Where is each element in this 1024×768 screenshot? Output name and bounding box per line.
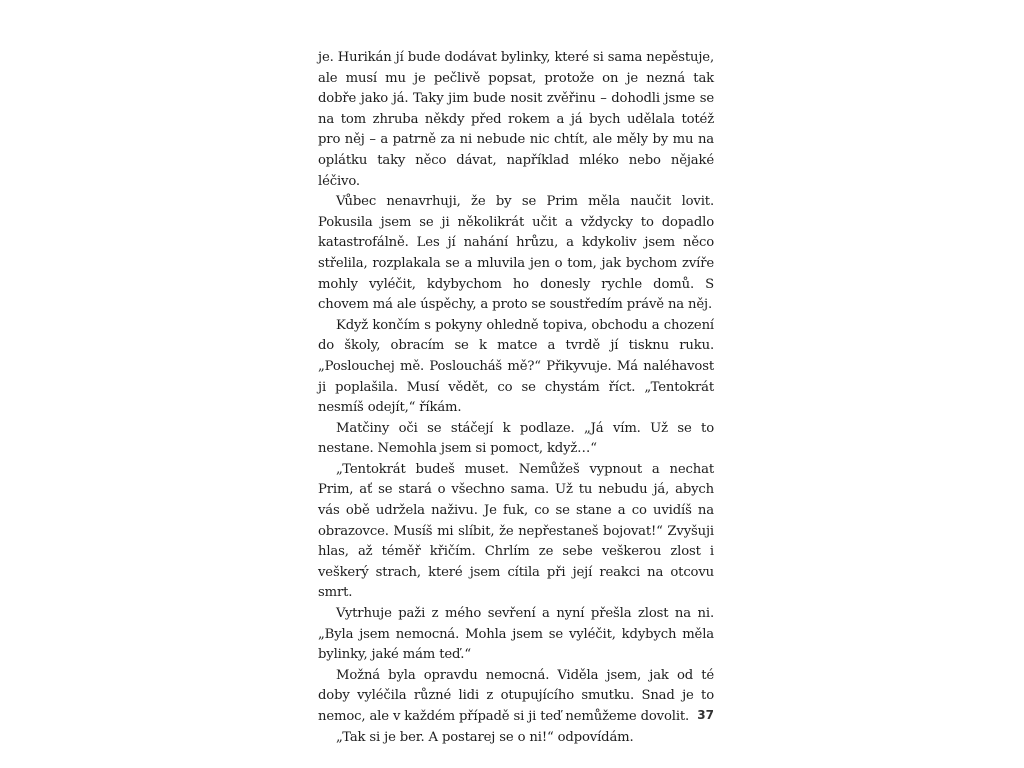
paragraph-8: „Tak si je ber. A postarej se o ni!“ odpovídám. — [336, 729, 634, 745]
paragraph-5: „Tentokrát budeš muset. Nemůžeš vypnout a nechat Prim, ať se stará o všechno sama. Už tu nebudu já, abych vás obě udržela naživu. Je fuk, co se stane a co uvidíš na obrazovce. Musíš mi slíbit, že nepřestaneš bojovat!“ Zvyšuji hlas, až téměř křičím. Chrlím ze sebe veškerou zlost i veškerý strach, které jsem cítila při její reakci na otcovu smrt. — [318, 461, 714, 601]
paragraph-4: Matčiny oči se stáčejí k podlaze. „Já vím. Už se to nestane. Nemohla jsem si pomoct, když…“ — [318, 420, 714, 457]
paragraph-3: Když končím s pokyny ohledně topiva, obchodu a chození do školy, obracím se k matce a tvrdě jí tisknu ruku. „Poslouchej mě. Posloucháš mě?“ Přikyvuje. Má naléhavost ji poplašila. Musí vědět, co se chystám říct. „Tentokrát nesmíš odejít,“ říkám. — [318, 317, 714, 416]
paragraph-2: Vůbec nenavrhuji, že by se Prim měla naučit lovit. Pokusila jsem se ji několikrát učit a vždycky to dopadlo katastrofálně. Les jí nahání hrůzu, a kdykoliv jsem něco střelila, rozplakala se a mluvila jen o tom, jak bychom zvíře mohly vyléčit, kdybychom ho donesly rychle domů. S chovem má ale úspěchy, a proto se soustředím právě na něj. — [318, 194, 714, 313]
paragraph-6: Vytrhuje paži z mého sevření a nyní přešla zlost na ni. „Byla jsem nemocná. Mohla jsem se vyléčit, kdybych měla bylinky, jaké mám teď.“ — [318, 606, 714, 663]
page-body-text — [318, 48, 714, 748]
paragraph-1: je. Hurikán jí bude dodávat bylinky, které si sama nepěstuje, ale musí mu je pečlivě popsat, protože on je nezná tak dobře jako já. Taky jim bude nosit zvěřinu – dohodli jsme se na tom zhruba někdy před rokem a já bych udělala totéž pro něj – a patrně za ni nebude nic chtít, ale měly by mu na oplátku taky něco dávat, například mléko nebo nějaké léčivo. — [318, 50, 714, 189]
paragraph-7: Možná byla opravdu nemocná. Viděla jsem, jak od té doby vyléčila různé lidi z otupujícího smutku. Snad je to nemoc, ale v každém případě si ji teď nemůžeme dovolit. — [318, 667, 714, 724]
book-page — [318, 48, 714, 745]
page-number: 37 — [697, 708, 714, 722]
